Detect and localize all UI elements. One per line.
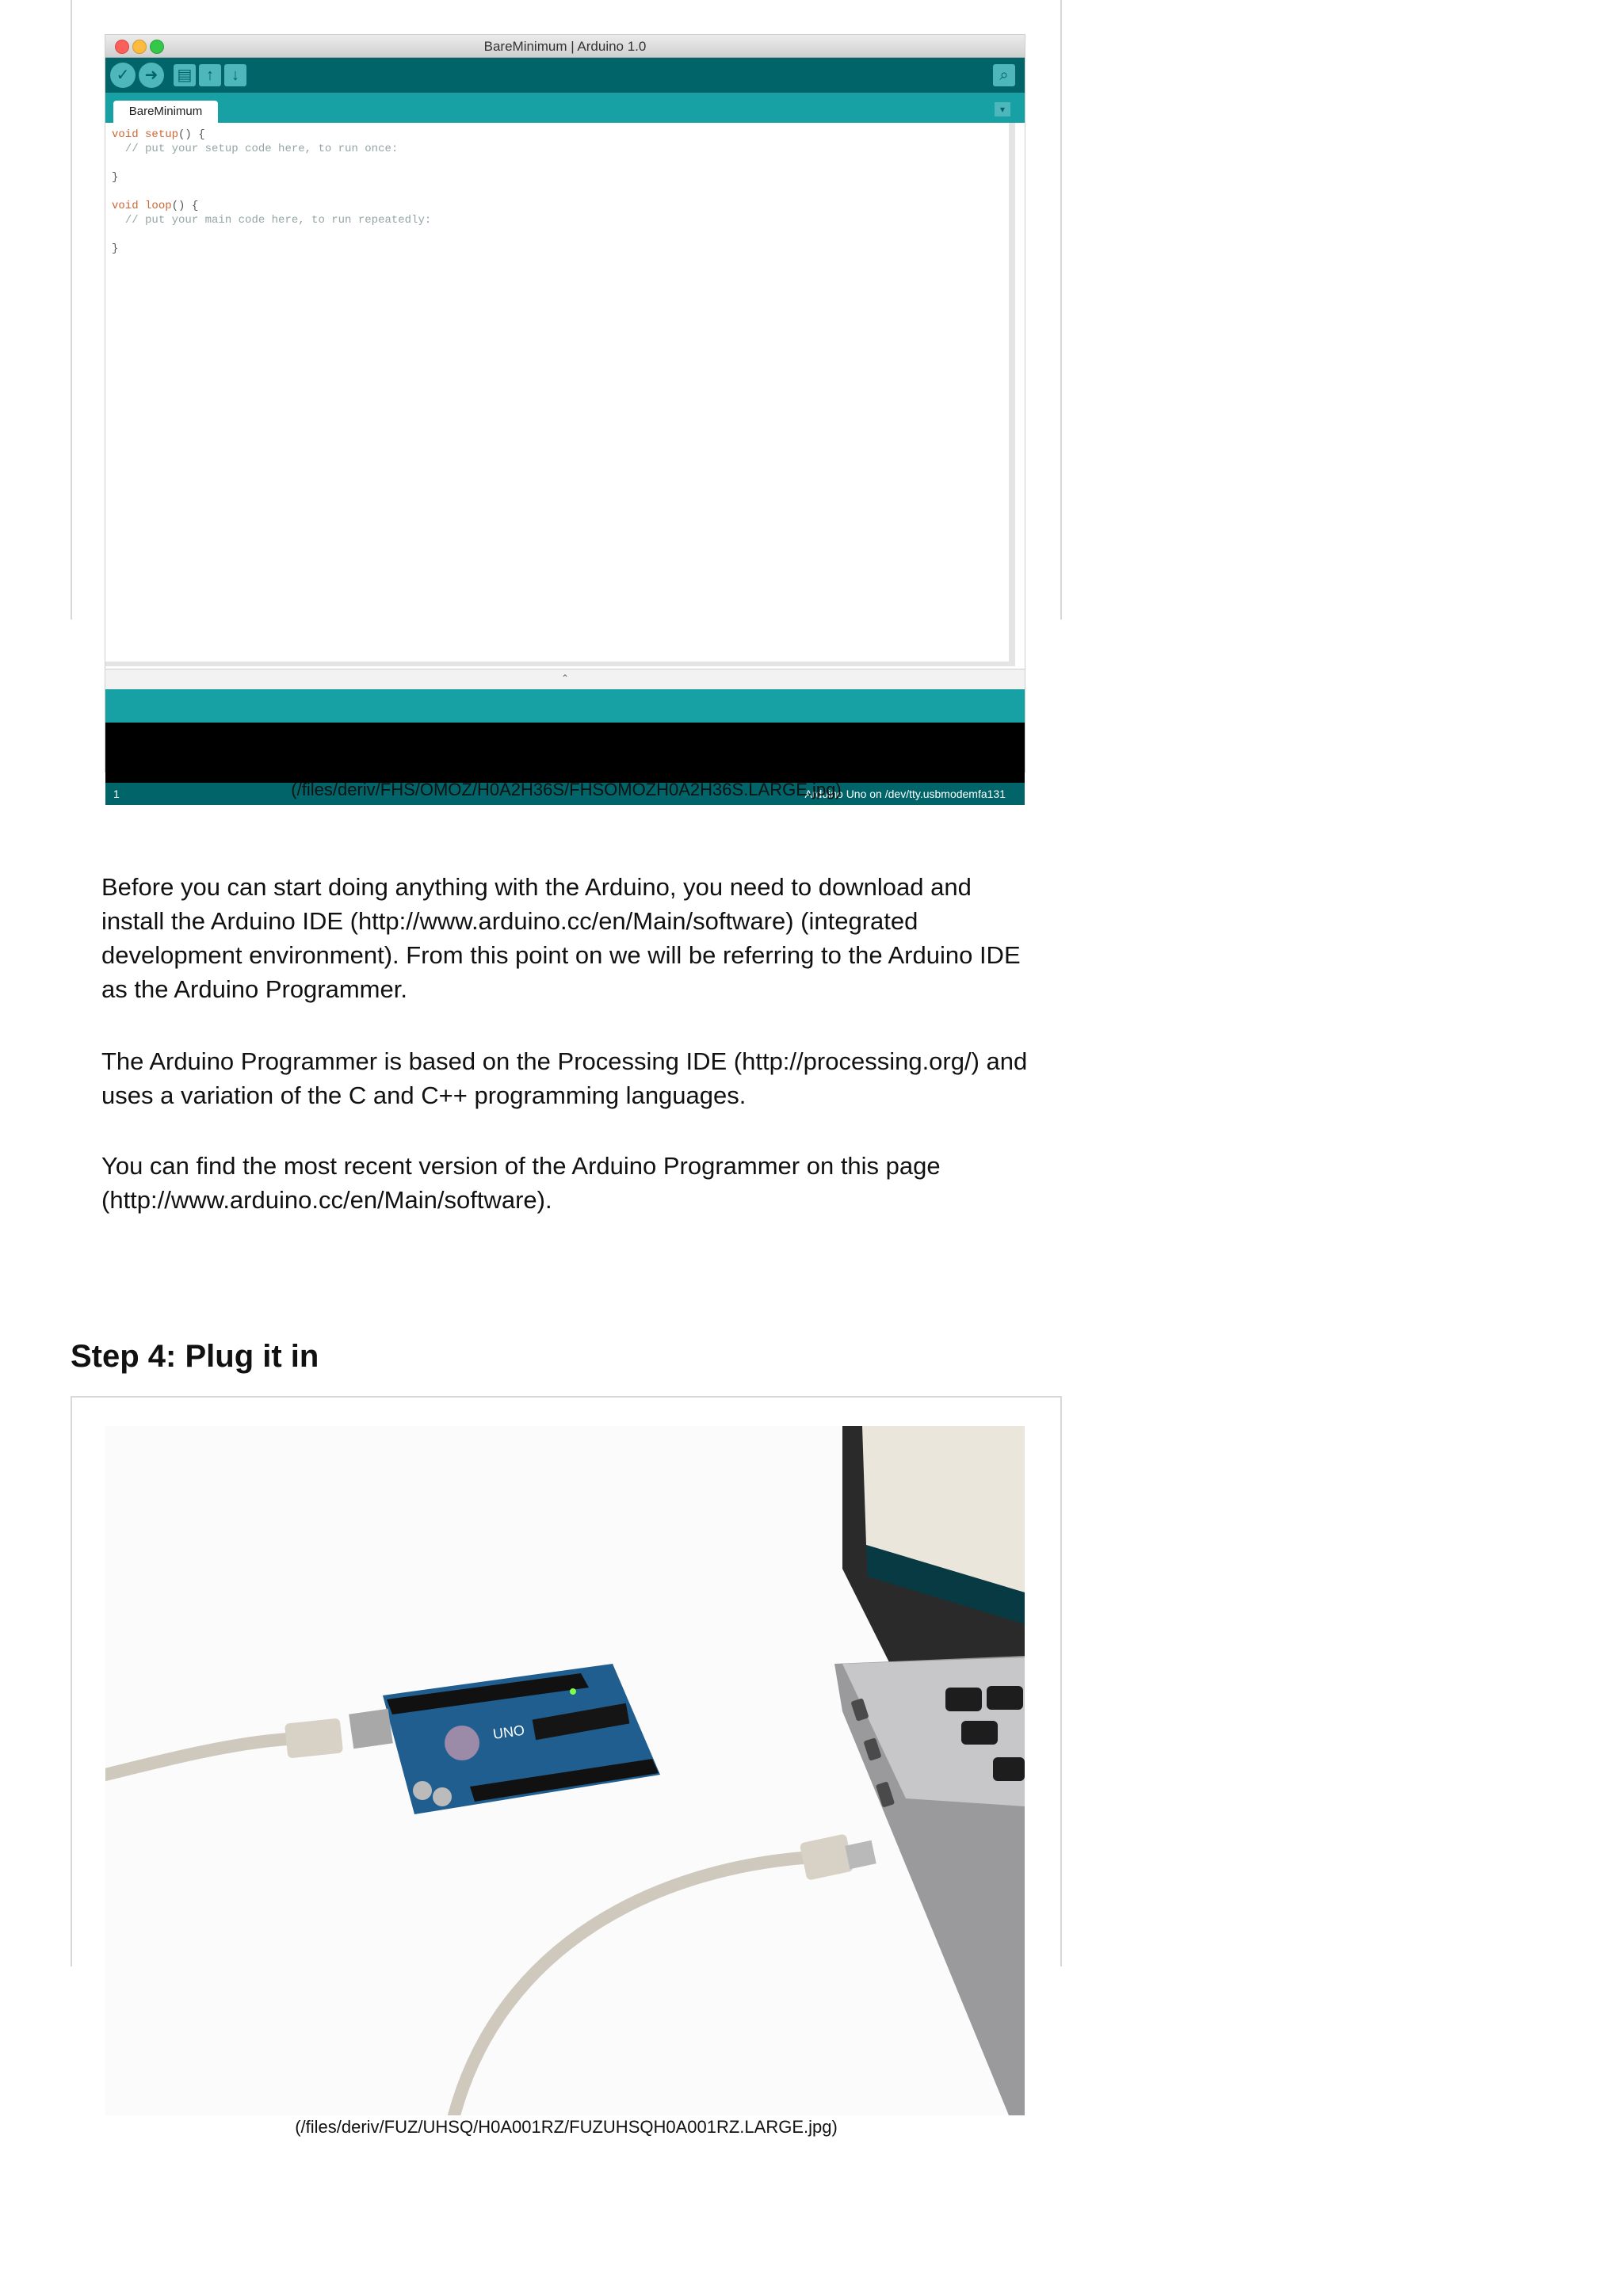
status-board: Arduino Uno on /dev/tty.usbmodemfa131 — [804, 788, 1006, 800]
arduino-led — [570, 1688, 576, 1695]
serial-monitor-icon: ⌕ — [993, 64, 1015, 86]
arduino-capacitor — [433, 1787, 452, 1806]
console-splitter — [105, 669, 1025, 690]
laptop-key — [993, 1757, 1025, 1781]
status-line-number: 1 — [113, 788, 120, 800]
image-caption-2: (/files/deriv/FUZ/UHSQ/H0A001RZ/FUZUHSQH0A001RZ.LARGE.jpg) — [295, 2117, 838, 2137]
laptop-key — [987, 1686, 1023, 1710]
laptop-key — [961, 1721, 998, 1745]
laptop-key — [945, 1688, 982, 1711]
usb-cable-board — [105, 1739, 288, 1775]
board-label: UNO — [491, 1722, 526, 1742]
code-editor — [105, 123, 1015, 666]
code-text: void setup() { // put your setup code here, to run once: } void loop() { // put your main code here, to run repeatedly: } — [112, 128, 432, 255]
usb-plug-a — [800, 1833, 854, 1880]
verify-icon: ✓ — [110, 63, 136, 88]
arduino-logo — [445, 1726, 479, 1760]
usb-plug-a-metal — [845, 1840, 876, 1869]
window-titlebar — [105, 35, 1025, 58]
tab-bar — [105, 93, 1025, 123]
usb-plug-b — [285, 1718, 343, 1758]
save-sketch-icon: ↓ — [224, 64, 246, 86]
ide-toolbar — [105, 58, 1025, 93]
message-bar — [105, 689, 1025, 723]
paragraph-processing: The Arduino Programmer is based on the Processing IDE (http://processing.org/) and uses a variation of the C and C++ programming languages. — [101, 1047, 1028, 1109]
open-sketch-icon: ↑ — [199, 64, 221, 86]
paragraph-download: You can find the most recent version of the Arduino Programmer on this page (http://www.arduino.cc/en/Main/software). — [101, 1152, 941, 1214]
splitter-handle-icon: ⌃ — [561, 673, 570, 684]
plug-in-photo — [105, 1426, 1025, 2115]
arduino-laptop-illustration — [105, 1426, 1025, 2115]
arduino-usb-jack — [349, 1709, 393, 1749]
window-title: BareMinimum | Arduino 1.0 — [483, 39, 647, 54]
tab-bareminimum: BareMinimum — [113, 101, 218, 123]
paragraph-intro: Before you can start doing anything with the Arduino, you need to download and install the Arduino IDE (http://www.arduino.cc/en/Main/software) (integrated development environment). From this point on we will be referring to the Arduino IDE as the Arduino Programmer. — [101, 873, 1021, 1003]
step-heading: Step 4: Plug it in — [71, 1339, 319, 1374]
new-sketch-icon: ▤ — [174, 64, 196, 86]
tab-menu-icon: ▾ — [995, 102, 1010, 116]
image-caption-1: (/files/deriv/FHS/OMOZ/H0A2H36S/FHSOMOZH0A2H36S.LARGE.jpg) — [291, 780, 842, 799]
arduino-capacitor — [413, 1781, 432, 1800]
console-output — [105, 723, 1025, 783]
upload-icon: ➜ — [139, 63, 164, 88]
usb-cable-laptop — [454, 1858, 803, 2115]
